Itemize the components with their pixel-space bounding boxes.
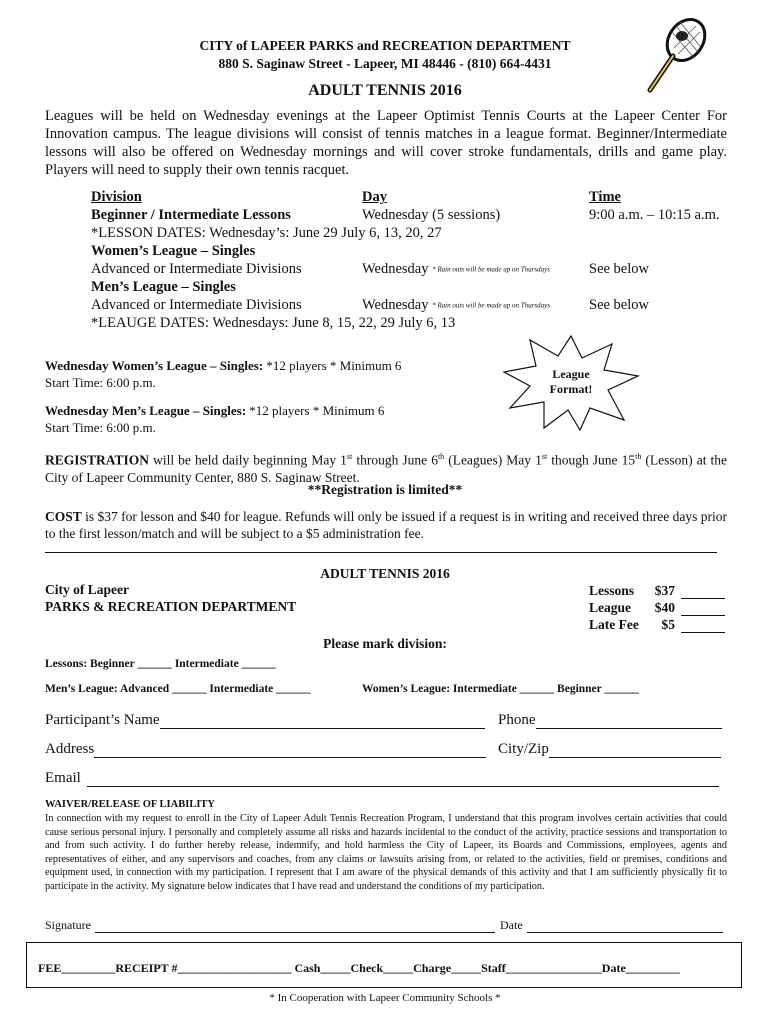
womens-day — [362, 260, 550, 279]
address-field — [45, 741, 486, 758]
participant-name-label: Participant’s Name — [45, 712, 160, 728]
cost-text: is $37 for lesson and $40 for league. Refunds will only be issued if a request is in writing and received three days prior to the first lesson/match and will be subject to a $5 administration fee. — [45, 509, 727, 541]
address-label: Address — [45, 741, 95, 757]
lessons-day: Wednesday (5 sessions) — [362, 207, 501, 223]
mens-league-detail: *12 players * Minimum 6 — [246, 403, 385, 418]
date-field — [500, 918, 723, 933]
page-title: ADULT TENNIS 2016 — [308, 82, 462, 99]
fee-label: Late Fee — [589, 617, 639, 632]
office-use-line: FEE_________RECEIPT #___________________ Cash_____Check_____Charge_____Staff________________Date_________ — [38, 961, 680, 975]
starburst-line1: League — [552, 367, 590, 381]
mens-league-label: Wednesday Men’s League – Singles: — [45, 403, 247, 418]
phone-input[interactable] — [536, 714, 722, 729]
fee-label: Lessons — [589, 583, 635, 598]
mens-title: Men’s League – Singles — [91, 279, 236, 295]
org-address: 880 S. Saginaw Street - Lapeer, MI 48446 - (810) 664-4431 — [218, 56, 552, 71]
signature-label: Signature — [45, 918, 91, 932]
col-time: Time — [589, 189, 621, 205]
participant-name-field — [45, 712, 485, 729]
mens-day — [362, 296, 550, 315]
footer-note: * In Cooperation with Lapeer Community Schools * — [269, 992, 501, 1004]
cost-paragraph — [45, 508, 727, 542]
starburst-text — [541, 367, 601, 397]
mens-division-line[interactable]: Men’s League: Advanced ______ Intermediate ______ — [45, 683, 311, 695]
starburst-line2: Format! — [549, 382, 593, 396]
registration-sup-2: th — [437, 452, 445, 461]
col-day: Day — [362, 189, 387, 205]
womens-time: See below — [589, 261, 649, 277]
org-name: CITY of LAPEER PARKS and RECREATION DEPARTMENT — [199, 38, 571, 53]
mens-start-time: Start Time: 6:00 p.m. — [45, 420, 156, 435]
registration-limited: **Registration is limited** — [307, 482, 463, 497]
womens-start-time: Start Time: 6:00 p.m. — [45, 375, 156, 390]
mens-league-info — [45, 402, 384, 419]
fee-table — [589, 582, 725, 633]
registration-paragraph — [45, 448, 727, 486]
womens-league-label: Wednesday Women’s League – Singles: — [45, 358, 264, 373]
address-input[interactable] — [94, 743, 486, 758]
registration-text-3: (Leagues) May 1 — [444, 452, 542, 468]
registration-sup-4: th — [635, 452, 642, 461]
womens-league-detail: *12 players * Minimum 6 — [263, 358, 402, 373]
womens-rain-note: * Rain outs will be made up on Thursdays — [432, 265, 550, 274]
mens-rain-note: * Rain outs will be made up on Thursdays — [432, 301, 550, 310]
fee-row-lessons — [589, 582, 725, 599]
fee-blank[interactable] — [681, 582, 725, 599]
league-dates: *LEAUGE DATES: Wednesdays: June 8, 15, 22, 29 July 6, 13 — [91, 315, 456, 331]
email-field — [45, 770, 719, 787]
participant-name-input[interactable] — [160, 714, 485, 729]
registration-sup-1: st — [346, 452, 353, 461]
signature-input[interactable] — [95, 920, 495, 933]
registration-text-4: though June 15 — [547, 452, 636, 468]
fee-amount: $37 — [654, 583, 675, 598]
date-label: Date — [500, 918, 523, 932]
mens-time: See below — [589, 297, 649, 313]
womens-title: Women’s League – Singles — [91, 243, 256, 259]
registration-sup-3: st — [541, 452, 548, 461]
mark-division: Please mark division: — [323, 636, 447, 651]
lessons-division-line[interactable]: Lessons: Beginner ______ Intermediate ______ — [45, 658, 277, 670]
womens-division: Advanced or Intermediate Divisions — [91, 261, 302, 277]
fee-row-league — [589, 599, 725, 616]
womens-league-info — [45, 357, 401, 374]
city-zip-input[interactable] — [549, 743, 721, 758]
signature-field — [45, 918, 495, 933]
mens-day-label: Wednesday — [362, 297, 429, 313]
form-org-2: PARKS & RECREATION DEPARTMENT — [45, 599, 297, 614]
registration-text-5: (Lesson) at the City of Lapeer Community Center, 880 S. Saginaw Street. — [45, 452, 728, 485]
lesson-dates: *LESSON DATES: Wednesday’s: June 29 July 6, 13, 20, 27 — [91, 225, 442, 241]
fee-row-late-fee — [589, 616, 725, 633]
lessons-name: Beginner / Intermediate Lessons — [91, 207, 291, 223]
registration-text-1: will be held daily beginning May 1 — [149, 452, 347, 468]
registration-label: REGISTRATION — [45, 452, 150, 468]
fee-label: League — [589, 600, 631, 615]
form-org-1: City of Lapeer — [45, 582, 129, 597]
phone-field — [498, 712, 722, 729]
registration-text-2: through June 6 — [352, 452, 438, 468]
womens-division-line[interactable]: Women’s League: Intermediate ______ Beginner ______ — [362, 683, 639, 695]
cut-line-divider — [45, 552, 717, 553]
mens-division: Advanced or Intermediate Divisions — [91, 297, 302, 313]
cost-label: COST — [45, 509, 82, 524]
tennis-racquet-icon — [640, 12, 710, 97]
intro-paragraph: Leagues will be held on Wednesday evenings at the Lapeer Optimist Tennis Courts at the Lapeer Center For Innovation campus. The league divisions will consist of tennis matches in a league format. Beginner/Intermediate lessons will also be offered on Wednesday mornings and will cover stroke fundamentals, drills and game play. Players will need to supply their own tennis racquet. — [45, 108, 727, 178]
fee-blank[interactable] — [681, 616, 725, 633]
city-zip-field — [498, 741, 721, 758]
date-input[interactable] — [527, 920, 723, 933]
form-title: ADULT TENNIS 2016 — [320, 566, 450, 581]
col-division: Division — [91, 189, 142, 205]
lessons-time: 9:00 a.m. – 10:15 a.m. — [589, 207, 720, 223]
fee-blank[interactable] — [681, 599, 725, 616]
email-input[interactable] — [87, 772, 719, 787]
fee-amount: $5 — [661, 617, 675, 632]
fee-amount: $40 — [654, 600, 675, 615]
waiver-text: In connection with my request to enroll in the City of Lapeer Adult Tennis Recreation Program, I understand that this program involves certain activities that could cause serious personal injury. I personally and completely assume all risks and hazards incidental to the conduct of the activity, practice sessions and transportation to and from such activity. I do further hereby release, indemnify, and hold harmless the City of Lapeer, its Boards and Commissions, employees, agents and representatives of either, and any supervisors and coaches, from any claims or lawsuits arising from, or related to the activities, field or premises, conditions and equipment used, in connection with my participation. I represent that I am aware of the physical demands of this activity and that I am sufficiently physically fit to participate in the activity. My signature below indicates that I have read and understand the conditions of my participation. — [45, 813, 727, 892]
womens-day-label: Wednesday — [362, 261, 429, 277]
phone-label: Phone — [498, 712, 536, 728]
city-zip-label: City/Zip — [498, 741, 549, 757]
email-label: Email — [45, 770, 81, 786]
waiver-title: WAIVER/RELEASE OF LIABILITY — [45, 799, 215, 810]
